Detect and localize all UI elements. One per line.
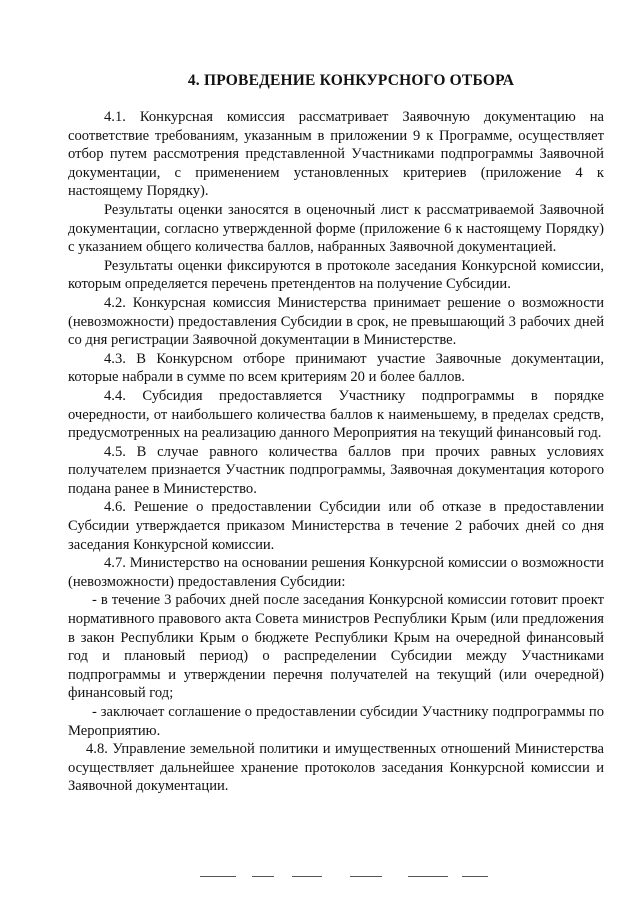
paragraph-4-6: 4.6. Решение о предоставлении Субсидии или об отказе в предоставлении Субсидии утверждается приказом Министерства в течение 2 рабочих дней со дня заседания Конкурсной комиссии. — [68, 499, 604, 553]
paragraph-evaluation-protocol: Результаты оценки фиксируются в протоколе заседания Конкурсной комиссии, которым определяется перечень претендентов на получение Субсидии. — [68, 257, 604, 293]
list-item-agreement: - заключает соглашение о предоставлении субсидии Участнику подпрограммы по Мероприятию. — [68, 704, 604, 739]
paragraph-4-1: 4.1. Конкурсная комиссия рассматривает Заявочную документацию на соответствие требованиям, указанным в приложении 9 к Программе, осуществляет отбор путем рассмотрения представленной Участниками подпрограммы Заявочной документации, с применением установленных критериев (приложение 4 к настоящему Порядку). — [68, 109, 604, 200]
paragraph-4-5: 4.5. В случае равного количества баллов при прочих равных условиях получателем признается Участник подпрограммы, Заявочная документация которого подана ранее в Министерство. — [68, 443, 604, 497]
document-page — [68, 58, 604, 796]
paragraph-4-7: 4.7. Министерство на основании решения Конкурсной комиссии о возможности (невозможности) предоставления Субсидии: — [68, 555, 604, 590]
list-item-draft-act: - в течение 3 рабочих дней после заседания Конкурсной комиссии готовит проект нормативного правового акта Совета министров Республики Крым (или предложения в закон Республики Крым о бюджете Республики Крым на очередной финансовый год и плановый период) о распределении Субсидии между Участниками подпрограммы и утверждении перечня получателей на текущий (или очередной) финансовый год; — [68, 592, 604, 702]
section-title: 4. ПРОВЕДЕНИЕ КОНКУРСНОГО ОТБОРА — [187, 72, 515, 89]
footer-scan-artifact — [200, 872, 490, 882]
paragraph-4-8: 4.8. Управление земельной политики и имущественных отношений Министерства осуществляет дальнейшее хранение протоколов заседания Конкурсной комиссии и Заявочной документации. — [68, 741, 604, 795]
paragraph-4-3: 4.3. В Конкурсном отборе принимают участие Заявочные документации, которые набрали в сумме по всем критериям 20 и более баллов. — [68, 350, 604, 386]
paragraph-4-2: 4.2. Конкурсная комиссия Министерства принимает решение о возможности (невозможности) предоставления Субсидии в срок, не превышающий 3 рабочих дней со дня регистрации Заявочной документации в Министерстве. — [68, 294, 604, 349]
paragraph-evaluation-sheet: Результаты оценки заносятся в оценочный лист к рассматриваемой Заявочной документации, согласно утвержденной форме (приложение 6 к настоящему Порядку) с указанием общего количества баллов, набранных Заявочной документацией. — [68, 201, 604, 256]
paragraph-4-4: 4.4. Субсидия предоставляется Участнику подпрограммы в порядке очередности, от наибольшего количества баллов к наименьшему, в пределах средств, предусмотренных на реализацию данного Мероприятия на текущий финансовый год. — [68, 387, 604, 442]
